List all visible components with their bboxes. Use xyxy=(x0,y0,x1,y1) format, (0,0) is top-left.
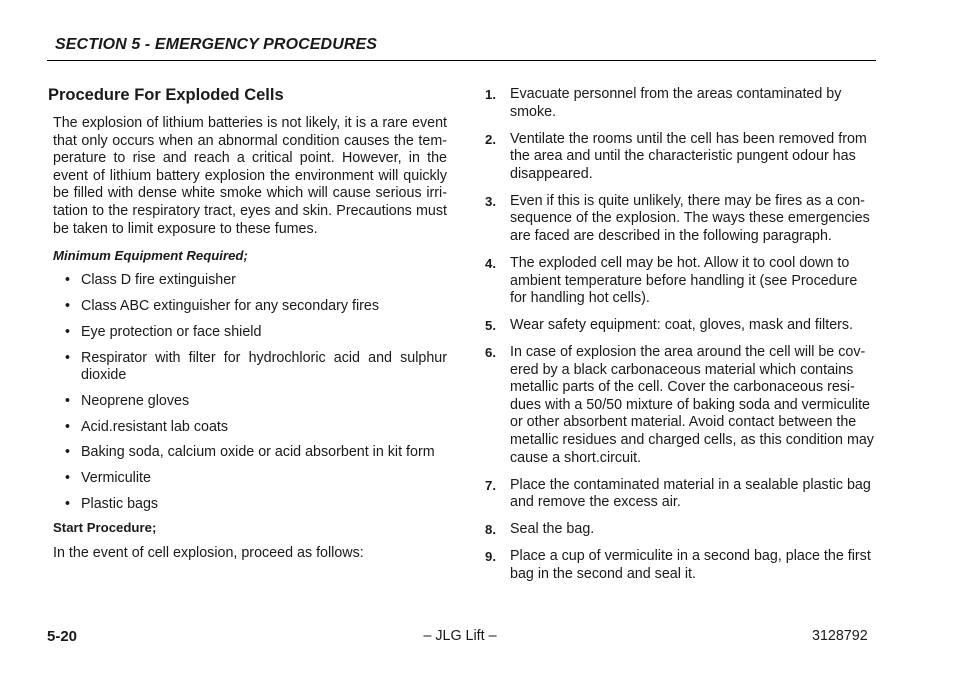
step-number: 7. xyxy=(485,477,496,493)
step-text: Place the contaminated material in a sealable plastic bag and remove the excess air. xyxy=(510,476,871,511)
step-number: 9. xyxy=(485,549,496,565)
step-text: Ventilate the rooms until the cell has been removed from the area and until the characteristic pungent odour has disappeared. xyxy=(510,130,867,182)
equipment-list xyxy=(48,272,448,513)
list-item: • Respirator with filter for hydrochloric acid and sulphur dioxide xyxy=(65,349,447,384)
bullet-icon: • xyxy=(65,418,71,435)
bullet-icon: • xyxy=(65,272,71,289)
step-item xyxy=(485,317,877,335)
list-item: • Class D fire extinguisher xyxy=(65,272,236,289)
bullet-icon: • xyxy=(65,470,71,487)
step-item xyxy=(485,548,877,583)
step-text: Wear safety equipment: coat, gloves, mask and filters. xyxy=(510,317,854,334)
step-text: Place a cup of vermiculite in a second bag, place the first bag in the second and seal it. xyxy=(510,548,871,582)
list-item: • Vermiculite xyxy=(65,470,151,487)
step-item xyxy=(485,521,877,539)
bullet-icon: • xyxy=(65,349,71,366)
step-number: 6. xyxy=(485,345,496,361)
equipment-label: Minimum Equipment Required; xyxy=(53,248,248,264)
list-item: • Class ABC extinguisher for any secondary fires xyxy=(65,297,379,314)
step-item xyxy=(485,193,877,246)
procedure-title: Procedure For Exploded Cells xyxy=(48,86,284,104)
document-number: 3128792 xyxy=(812,628,868,644)
page-number: 5-20 xyxy=(47,628,78,645)
section-header: SECTION 5 - EMERGENCY PROCEDURES xyxy=(55,36,378,53)
step-item xyxy=(485,131,877,184)
list-item: • Eye protection or face shield xyxy=(65,323,262,340)
step-number: 4. xyxy=(485,255,496,271)
step-number: 8. xyxy=(485,522,496,538)
start-procedure-text: In the event of cell explosion, proceed as follows: xyxy=(53,544,364,561)
list-item: • Plastic bags xyxy=(65,496,159,512)
intro-paragraph: The explosion of lithium batteries is not likely, it is a rare event that only occurs when an abnormal condition causes the tem-perature to rise and reach a critical point. However, in the event of lithium battery explosion the environment will quickly be filled with dense white smoke which will cause serious irri-tation to the respiratory tract, eyes and skin. Precautions must be taken to limit exposure to these fumes. xyxy=(53,115,447,237)
step-number: 2. xyxy=(485,131,496,147)
step-item xyxy=(485,344,877,467)
bullet-icon: • xyxy=(65,297,71,314)
bullet-icon: • xyxy=(65,444,71,461)
list-item: • Neoprene gloves xyxy=(65,392,190,409)
list-item: • Acid.resistant lab coats xyxy=(65,418,229,435)
step-number: 3. xyxy=(485,193,496,209)
step-text: Seal the bag. xyxy=(510,521,595,538)
left-column xyxy=(48,86,448,561)
step-item xyxy=(485,477,877,512)
step-text: In case of explosion the area around the cell will be cov-ered by a black carbonaceous material which contains metallic parts of the cell. Cover the carbonaceous resi-dues with a 50/50 mixture of baking soda and vermiculite or other absorbent material. Avoid contact between the metallic residues and charged cells, as this condition may cause a short.circuit. xyxy=(510,344,874,466)
step-item xyxy=(485,255,877,308)
list-item: • Baking soda, calcium oxide or acid absorbent in kit form xyxy=(65,444,435,461)
start-procedure-label: Start Procedure; xyxy=(53,519,157,535)
bullet-icon: • xyxy=(65,392,71,409)
step-item xyxy=(485,86,877,121)
step-number: 1. xyxy=(485,87,496,102)
step-text: Evacuate personnel from the areas contaminated by smoke. xyxy=(510,86,842,120)
step-number: 5. xyxy=(485,318,496,334)
bullet-icon: • xyxy=(65,323,71,340)
step-text: The exploded cell may be hot. Allow it to cool down to ambient temperature before handling it (see Procedure for handling hot cells). xyxy=(510,254,858,307)
footer-publisher: – JLG Lift – xyxy=(423,628,497,644)
header-rule xyxy=(47,60,876,61)
right-column xyxy=(485,86,877,593)
bullet-icon: • xyxy=(65,496,71,512)
step-text: Even if this is quite unlikely, there may be fires as a con-sequence of the explosion. The ways these emergencies are faced are described in the following paragraph. xyxy=(510,192,870,244)
procedure-steps xyxy=(485,86,877,583)
